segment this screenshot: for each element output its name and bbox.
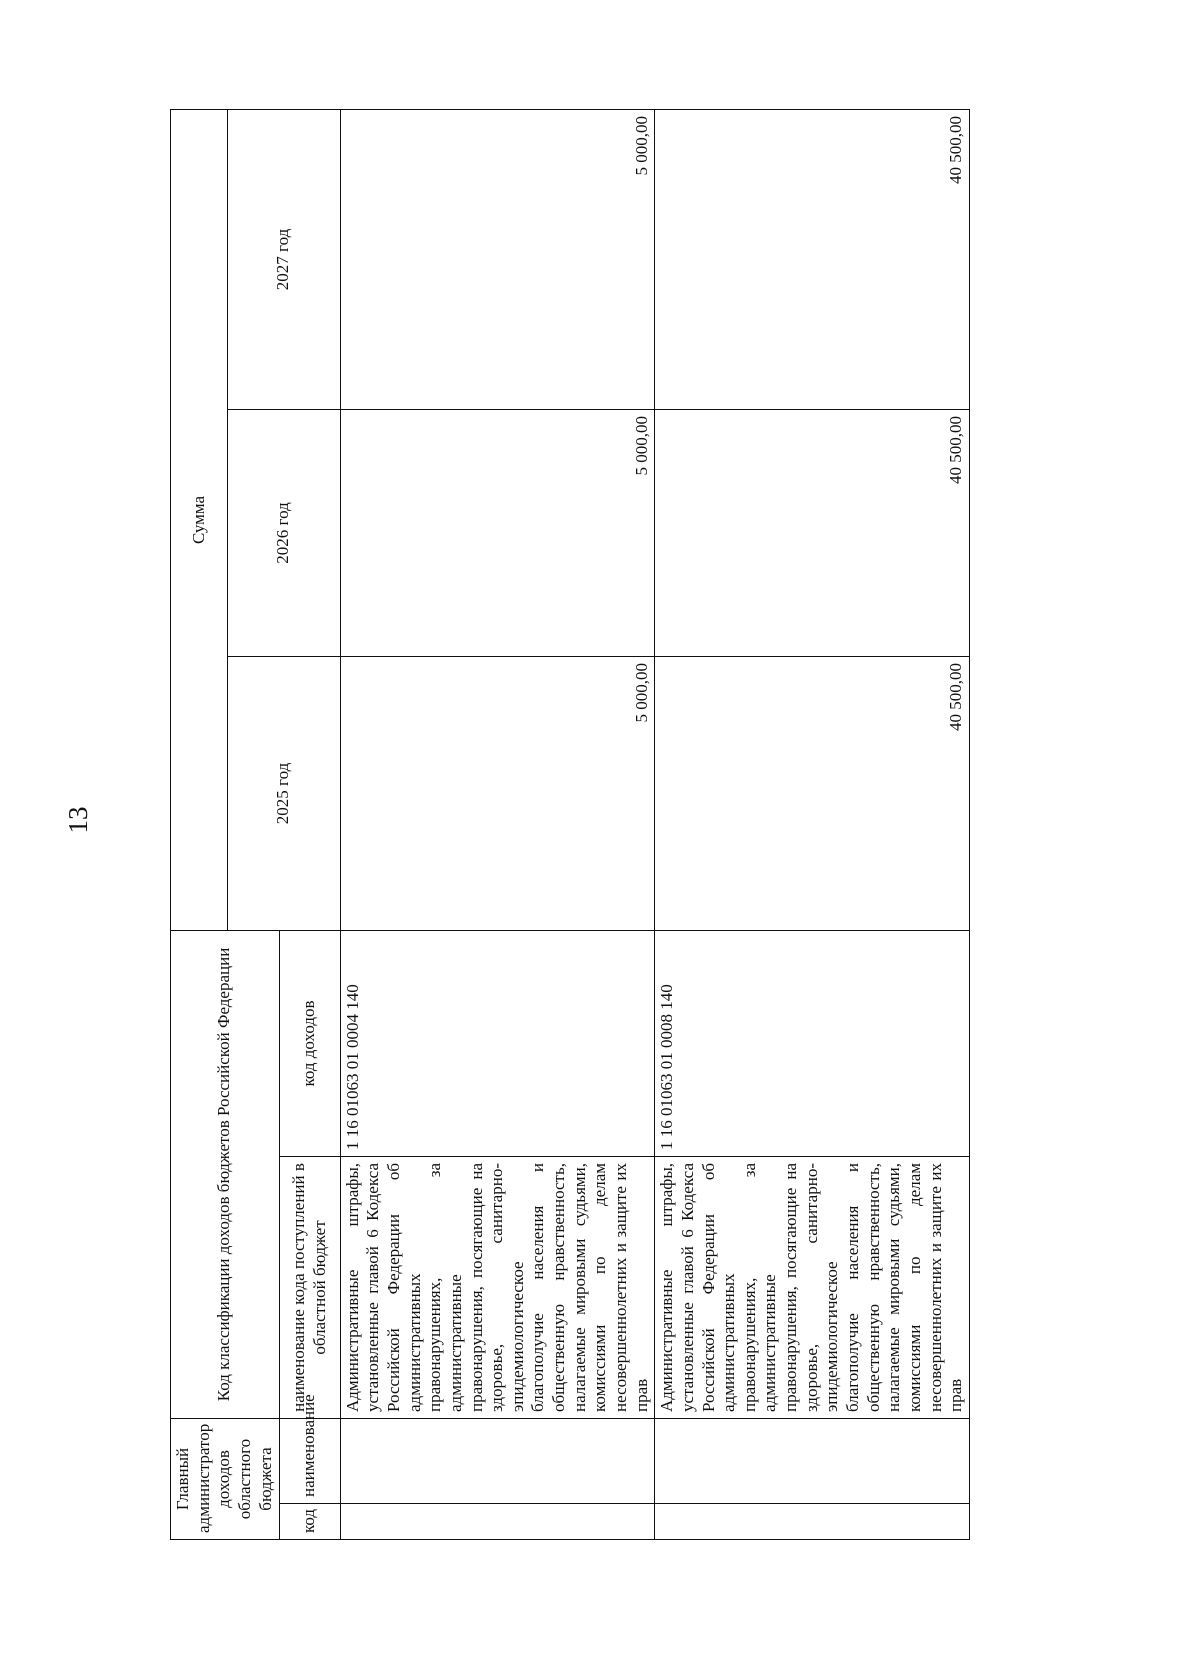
row-revenue-code: 1 16 01063 01 0004 140 (340, 930, 655, 1156)
header-classification-code: код доходов (279, 930, 340, 1156)
row-admin-name (655, 1419, 970, 1504)
row-revenue-code: 1 16 01063 01 0008 140 (655, 930, 970, 1156)
header-row-1 (171, 109, 228, 1539)
row-amount-2025: 40 500,00 (655, 656, 970, 930)
row-amount-2027: 5 000,00 (340, 109, 655, 409)
row-admin-code (655, 1504, 970, 1540)
row-admin-name (340, 1419, 655, 1504)
header-year-2025: 2025 год (228, 656, 341, 930)
header-year-2026: 2026 год (228, 409, 341, 656)
row-amount-2026: 5 000,00 (340, 409, 655, 656)
header-year-2027: 2027 год (228, 109, 341, 409)
row-description: Административные штрафы, установленные главой 6 Кодекса Российской Федерации об административных правонарушениях, за административные правонарушения, посягающие на здоровье, санитарно-эпидемиологическое благополучие населения и общественную нравственность, налагаемые мировыми судьями, комиссиями по делам несовершеннолетних и защите их прав (340, 1157, 655, 1419)
revenue-table-container (170, 110, 966, 1540)
row-amount-2026: 40 500,00 (655, 409, 970, 656)
row-amount-2027: 40 500,00 (655, 109, 970, 409)
row-amount-2025: 5 000,00 (340, 656, 655, 930)
header-admin-group: Главный администратор доходов областного бюджета (171, 1419, 280, 1540)
row-description: Административные штрафы, установленные главой 6 Кодекса Российской Федерации об административных правонарушениях, за административные правонарушения, посягающие на здоровье, санитарно-эпидемиологическое благополучие населения и общественную нравственность, налагаемые мировыми судьями, комиссиями по делам несовершеннолетних и защите их прав (655, 1157, 970, 1419)
page-number: 13 (63, 806, 93, 834)
header-admin-name: наименование (279, 1419, 340, 1504)
header-classification-group: Код классификации доходов бюджетов Российской Федерации (171, 930, 280, 1418)
header-classification-name: наименование кода поступлений в областной бюджет (279, 1157, 340, 1419)
header-sum-group: Сумма (171, 109, 228, 930)
table-row (340, 109, 655, 1539)
table-row (655, 109, 970, 1539)
header-admin-code: код (279, 1504, 340, 1540)
row-admin-code (340, 1504, 655, 1540)
revenue-table (170, 109, 970, 1540)
